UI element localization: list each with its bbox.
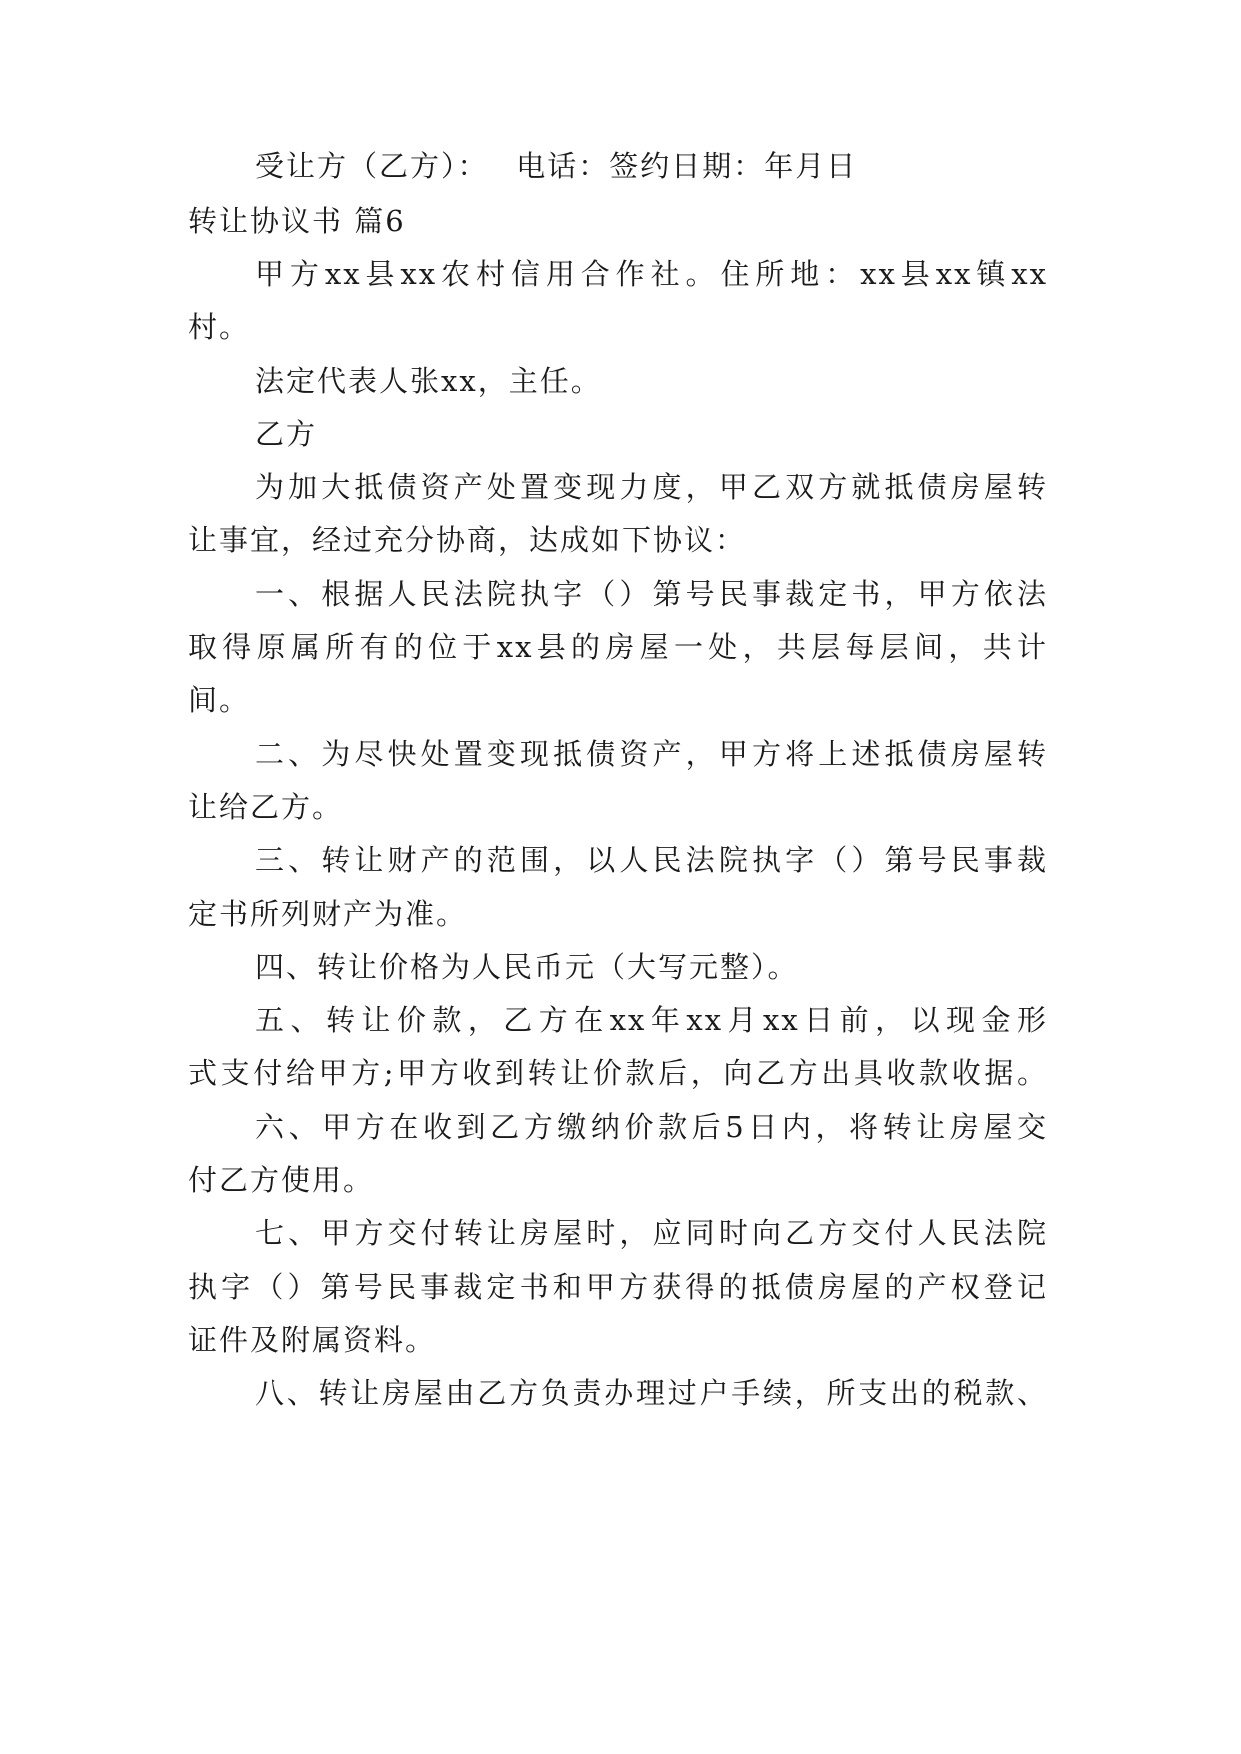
clause-line: 四、转让价格为人民币元（大写元整）。 bbox=[255, 950, 799, 984]
clause-line: 定书所列财产为准。 bbox=[188, 897, 468, 931]
clause-line: 证件及附属资料。 bbox=[188, 1323, 437, 1357]
paragraph-line: 法定代表人张xx，主任。 bbox=[255, 364, 602, 398]
section-heading: 转让协议书 篇6 bbox=[188, 204, 406, 238]
clause-line: 付乙方使用。 bbox=[188, 1163, 375, 1197]
clause-line: 五、转让价款，乙方在xx年xx月xx日前，以现金形 bbox=[255, 1003, 1048, 1037]
clause-line: 一、根据人民法院执字（）第号民事裁定书，甲方依法 bbox=[255, 577, 1048, 611]
clause-line: 六、甲方在收到乙方缴纳价款后5日内，将转让房屋交 bbox=[255, 1110, 1048, 1144]
paragraph-line: 村。 bbox=[188, 310, 251, 344]
paragraph-line: 甲方xx县xx农村信用合作社。住所地：xx县xx镇xx bbox=[255, 257, 1048, 291]
clause-line: 三、转让财产的范围，以人民法院执字（）第号民事裁 bbox=[255, 843, 1048, 877]
clause-line: 二、为尽快处置变现抵债资产，甲方将上述抵债房屋转 bbox=[255, 737, 1048, 771]
clause-line: 式支付给甲方;甲方收到转让价款后，向乙方出具收款收据。 bbox=[188, 1056, 1048, 1090]
paragraph-line: 为加大抵债资产处置变现力度，甲乙双方就抵债房屋转 bbox=[255, 470, 1048, 504]
clause-line: 执字（）第号民事裁定书和甲方获得的抵债房屋的产权登记 bbox=[188, 1270, 1048, 1304]
clause-line: 取得原属所有的位于xx县的房屋一处，共层每层间，共计 bbox=[188, 630, 1048, 664]
clause-line: 八、转让房屋由乙方负责办理过户手续，所支出的税款、 bbox=[255, 1376, 1048, 1410]
paragraph-line: 让事宜，经过充分协商，达成如下协议： bbox=[188, 523, 747, 557]
signature-line: 受让方（乙方）： 电话：签约日期：年月日 bbox=[255, 149, 858, 183]
clause-line: 让给乙方。 bbox=[188, 790, 344, 824]
clause-line: 间。 bbox=[188, 683, 251, 717]
paragraph-line: 乙方 bbox=[255, 417, 318, 451]
clause-line: 七、甲方交付转让房屋时，应同时向乙方交付人民法院 bbox=[255, 1216, 1048, 1250]
